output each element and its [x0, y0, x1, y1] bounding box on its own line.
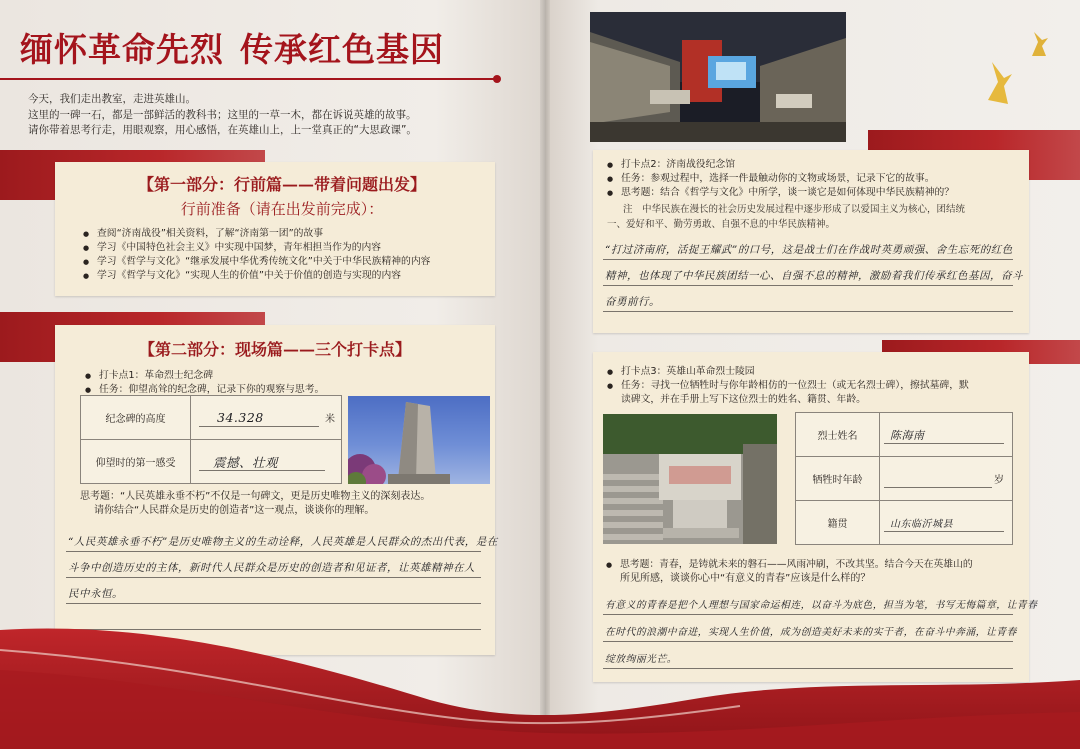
- title-part-2: 传承红色基因: [240, 30, 444, 69]
- cemetery-illustration: [603, 414, 777, 544]
- answer1-line: “人民英雄永垂不朽”是历史唯物主义的生动诠释，人民英雄是人民群众的杰出代表，是在: [68, 536, 498, 548]
- prep-item: ● 学习《中国特色社会主义》中实现中国梦，青年相担当作为的内容: [83, 241, 481, 255]
- prep-item: ● 学习《哲学与文化》“实现人生的价值”中关于价值的创造与实现的内容: [83, 269, 481, 283]
- monument-form: [80, 395, 342, 484]
- question1-line1: 思考题：“人民英雄永垂不朽”不仅是一句碑文，更是历史唯物主义的深刻表达。: [80, 491, 431, 502]
- age-unit: 岁: [994, 475, 1004, 486]
- question3-list: [606, 558, 973, 572]
- checkpoint2-list: [607, 158, 1029, 200]
- feeling-cell[interactable]: [191, 440, 342, 484]
- height-unit: 米: [325, 414, 335, 425]
- answer3-line: 绽放绚丽光芒。: [605, 654, 678, 665]
- question1-line2: 请你结合“人民群众是历史的创造者”这一观点，谈谈你的理解。: [94, 505, 375, 516]
- cemetery-photo: [603, 414, 777, 544]
- name-value: 陈海南: [890, 428, 925, 442]
- feeling-label: 仰望时的第一感受: [81, 440, 191, 484]
- checkpoint2-question: ● 思考题：结合《哲学与文化》中所学，谈一谈它是如何体现中华民族精神的？: [607, 186, 1029, 200]
- answer2-line: “打过济南府，活捉王耀武”的口号，这是战士们在作战时英勇顽强、舍生忘死的红色: [605, 244, 1013, 256]
- feeling-underline: [199, 470, 325, 471]
- prep-item: ● 学习《哲学与文化》“继承发展中华优秀传统文化”中关于中华民族精神的内容: [83, 255, 481, 269]
- dove-icon: [984, 60, 1014, 106]
- checkpoint3-list: [607, 365, 1029, 393]
- red-wave-decoration: [0, 620, 1080, 749]
- prep-list: [83, 227, 481, 283]
- monument-illustration: [348, 396, 490, 484]
- origin-underline: [884, 531, 1004, 532]
- name-underline: [884, 443, 1004, 444]
- feeling-value: 震撼、壮观: [213, 454, 279, 470]
- answer1-line: 民中永恒。: [68, 588, 123, 600]
- question3-block: [606, 558, 973, 586]
- answer-line: [66, 551, 481, 552]
- answer1-line: 斗争中创造历史的主体，新时代人民群众是历史的创造者和见证者，让英雄精神在人: [68, 562, 475, 574]
- answer2-line: 奋勇前行。: [605, 296, 660, 308]
- answer-line: [603, 614, 1013, 615]
- intro-line: 请你带着思考行走，用眼观察，用心感悟，在英雄山上，上一堂真正的“大思政课”。: [28, 124, 417, 136]
- height-label: 纪念碑的高度: [81, 396, 191, 440]
- question3-line1: ● 思考题：青春，是铸就未来的磐石——风雨冲刷，不改其坚。结合今天在英雄山的: [606, 558, 973, 572]
- answer3-line: 有意义的青春是把个人理想与国家命运相连，以奋斗为底色，担当为笔，书写无悔篇章，让青春: [605, 600, 1038, 611]
- age-label: 牺牲时年龄: [796, 457, 880, 501]
- answer-line: [66, 603, 481, 604]
- height-underline: [199, 426, 319, 427]
- answer-line: [603, 259, 1013, 260]
- part1-card: [55, 162, 495, 296]
- title-part-1: 缅怀革命先烈: [20, 30, 224, 69]
- question1-block: [80, 490, 430, 518]
- checkpoint3-task: ● 任务：寻找一位牺牲时与你年龄相仿的一位烈士（或无名烈士碑），擦拭墓碑，默: [607, 379, 1029, 393]
- name-label: 烈士姓名: [796, 413, 880, 457]
- checkpoint2-note: 注 中华民族在漫长的社会历史发展过程中逐步形成了以爱国主义为核心，团结统: [623, 204, 966, 215]
- checkpoint2-title: ● 打卡点2：济南战役纪念馆: [607, 158, 1029, 172]
- origin-label: 籍贯: [796, 501, 880, 545]
- museum-illustration: [590, 12, 846, 142]
- part1-heading: 【第一部分：行前篇——带着问题出发】: [137, 175, 426, 194]
- checkpoint1-task: ● 任务：仰望高耸的纪念碑，记录下你的观察与思考。: [85, 383, 495, 397]
- question3-line2: 所见所感，谈谈你心中“有意义的青春”应该是什么样的？: [620, 573, 871, 584]
- age-cell[interactable]: [880, 457, 1013, 501]
- intro-text: [28, 92, 417, 139]
- dove-icon: [1028, 30, 1050, 58]
- age-underline: [884, 487, 992, 488]
- prep-item: ● 查阅“济南战役”相关资料，了解“济南第一团”的故事: [83, 227, 481, 241]
- height-value: 34.328: [217, 410, 264, 425]
- checkpoint2-task: ● 任务：参观过程中，选择一件最触动你的文物或场景，记录下它的故事。: [607, 172, 1029, 186]
- answer3-line: 在时代的浪潮中奋进，实现人生价值，成为创造美好未来的实干者，在奋斗中奔涌，让青春: [605, 627, 1017, 638]
- part1-subheading: 行前准备（请在出发前完成）：: [180, 200, 384, 218]
- answer2-line: 精神，也体现了中华民族团结一心、自强不息的精神，激励着我们传承红色基因，奋斗: [605, 270, 1023, 282]
- name-cell[interactable]: [880, 413, 1013, 457]
- intro-line: 这里的一碑一石，都是一部鲜活的教科书；这里的一草一木，都在诉说英雄的故事。: [28, 108, 417, 121]
- page-title: [20, 24, 444, 71]
- monument-photo: [348, 396, 490, 484]
- title-divider: [0, 78, 495, 80]
- checkpoint3-task-cont: 读碑文，并在手册上写下这位烈士的姓名、籍贯、年龄。: [621, 394, 866, 405]
- answer-line: [603, 285, 1013, 286]
- checkpoint3-title: ● 打卡点3：英雄山革命烈士陵园: [607, 365, 1029, 379]
- checkpoint1-title: ● 打卡点1：革命烈士纪念碑: [85, 369, 495, 383]
- origin-cell[interactable]: [880, 501, 1013, 545]
- part2-heading: 【第二部分：现场篇——三个打卡点】: [138, 340, 411, 359]
- answer-line: [66, 577, 481, 578]
- origin-value: 山东临沂城县: [890, 519, 953, 530]
- intro-line: 今天，我们走出教室，走进英雄山。: [28, 93, 196, 105]
- answer-line: [603, 311, 1013, 312]
- checkpoint1-list: [85, 369, 495, 397]
- checkpoint2-note-2: 一、爱好和平、勤劳勇敢、自强不息的中华民族精神。: [607, 219, 836, 230]
- museum-photo: [590, 12, 846, 142]
- height-cell[interactable]: [191, 396, 342, 440]
- martyr-form: [795, 412, 1013, 545]
